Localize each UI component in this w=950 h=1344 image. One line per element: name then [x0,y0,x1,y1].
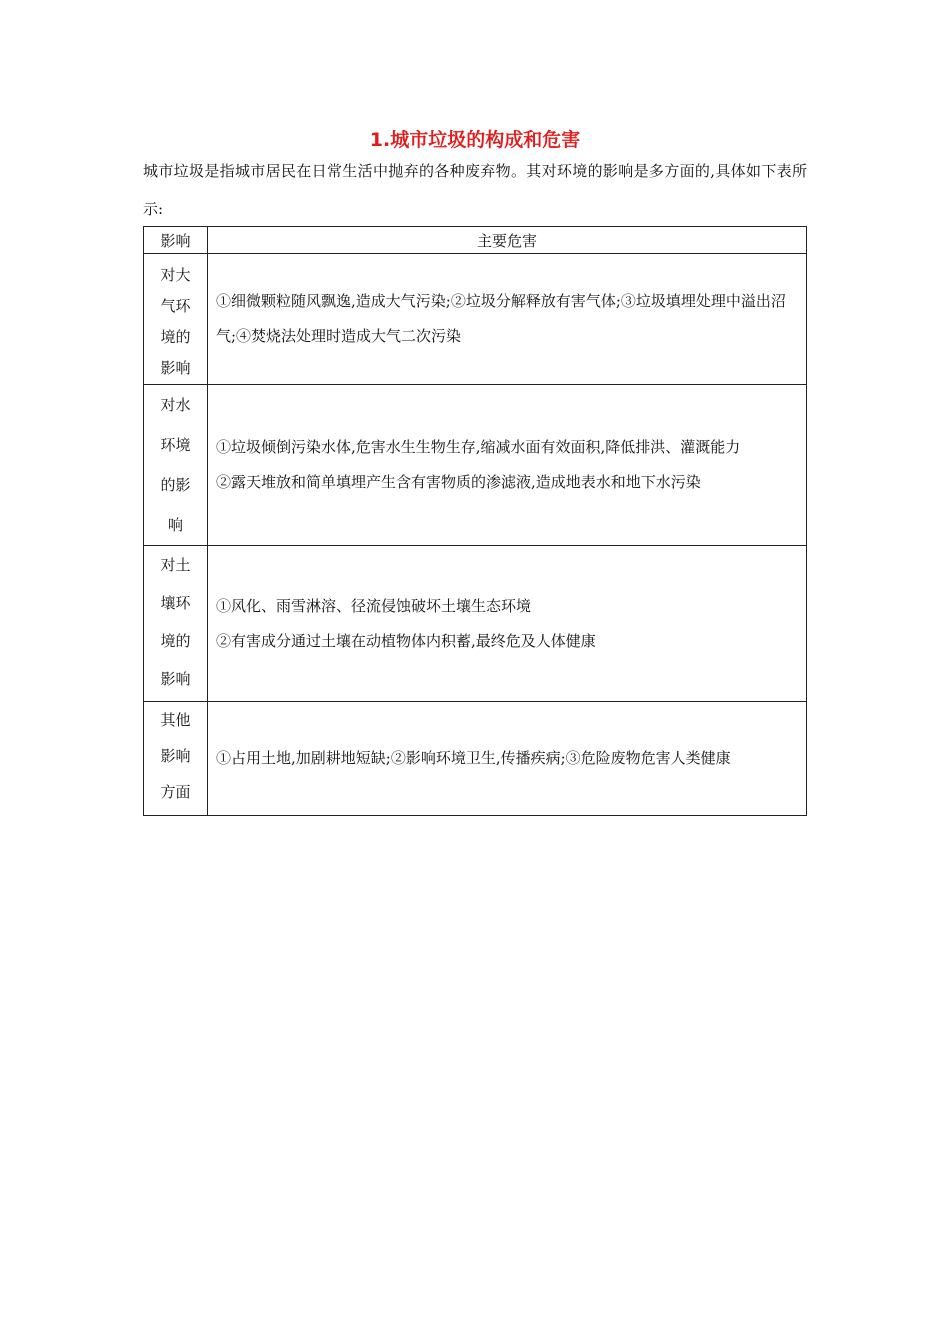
hazard-text: ②露天堆放和简单填埋产生含有害物质的渗滤液,造成地表水和地下水污染 [216,473,701,491]
impact-text: 环境 [160,436,191,454]
hazard-text: ①垃圾倾倒污染水体,危害水生生物生存,缩减水面有效面积,降低排洪、灌溉能力 [216,438,741,456]
impact-text: 方面 [160,783,191,801]
impact-cell-air [144,254,208,385]
hazard-text: ①细微颗粒随风飘逸,造成大气污染;②垃圾分解释放有害气体;③垃圾填埋处理中溢出沼气;④焚烧法处理时造成大气二次污染 [216,292,786,345]
impact-text: 响 [167,516,183,534]
impact-text: 影响 [160,359,191,377]
hazard-cell-other [208,702,807,816]
header-main-hazard: 主要危害 [208,227,807,254]
hazard-text: ②有害成分通过土壤在动植物体内积蓄,最终危及人体健康 [216,631,596,650]
impact-text: 境的 [160,328,191,346]
impact-text: 对土 [160,556,191,574]
intro-paragraph: 城市垃圾是指城市居民在日常生活中抛弃的各种废弃物。其对环境的影响是多方面的,具体如下表所示: [143,162,807,218]
impact-text: 气环 [160,297,191,315]
impact-cell-soil [144,546,208,702]
page-title: 1.城市垃圾的构成和危害 [369,129,581,151]
hazard-cell-air [208,254,807,385]
impact-cell-water [144,385,208,546]
table-row [144,702,807,816]
table-row [144,385,807,546]
header-impact: 影响 [144,227,208,254]
hazard-cell-soil [208,546,807,702]
impact-text: 对水 [160,396,191,414]
impact-text: 境的 [160,632,191,650]
table-header-row [144,227,807,254]
impact-text: 对大 [160,266,191,284]
table-row [144,546,807,702]
impact-text: 壤环 [160,594,191,612]
hazard-table [143,226,807,816]
impact-cell-other [144,702,208,816]
impact-text: 的影 [160,476,191,494]
hazard-text: ①占用土地,加剧耕地短缺;②影响环境卫生,传播疾病;③危险废物危害人类健康 [216,749,731,767]
impact-text: 影响 [160,747,191,765]
table-row [144,254,807,385]
impact-text: 其他 [160,711,191,729]
hazard-text: ①风化、雨雪淋溶、径流侵蚀破坏土壤生态环境 [216,596,532,615]
impact-text: 影响 [160,670,191,688]
hazard-cell-water [208,385,807,546]
